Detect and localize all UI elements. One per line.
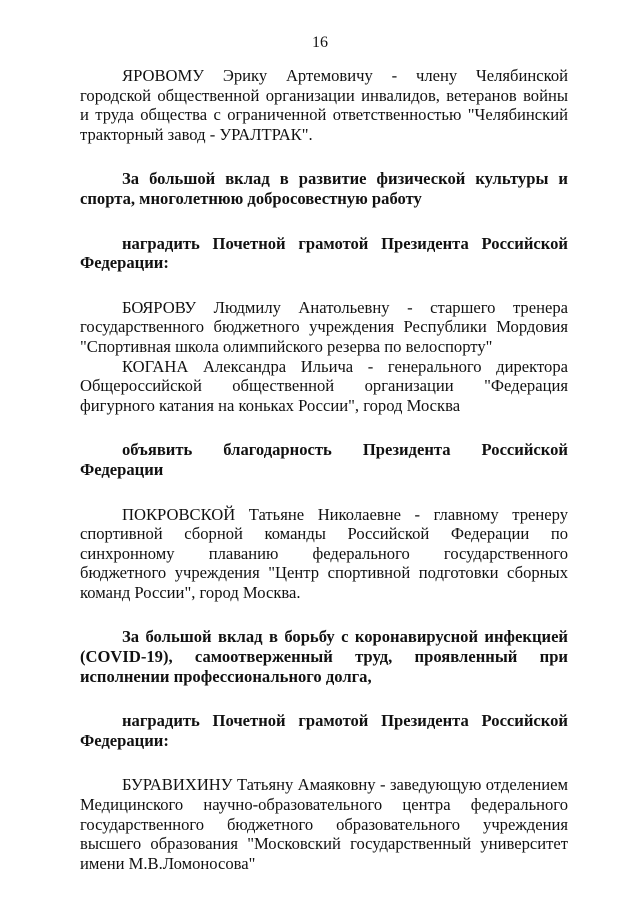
paragraph-pokrovskaya: ПОКРОВСКОЙ Татьяне Николаевне - главному тренеру спортивной сборной команды Российской Федерации по синхронному плаванию федерального государственного бюджетного учреждения "Центр спортивной подготовки сборных команд России", город Москва.: [80, 504, 568, 602]
paragraph-boyarova: БОЯРОВУ Людмилу Анатольевну - старшего тренера государственного бюджетного учреждения Республики Мордовия "Спортивная школа олимпийского резерва по велоспорту": [80, 297, 568, 356]
page-number: 16: [312, 34, 328, 51]
heading-award-gramota: наградить Почетной грамотой Президента Российской Федерации:: [80, 233, 568, 273]
heading-covid-merit: За большой вклад в борьбу с коронавирусной инфекцией (COVID-19), самоотверженный труд, проявленный при исполнении профессионального долга,: [80, 627, 568, 686]
paragraph-kogan: КОГАНА Александра Ильича - генерального директора Общероссийской общественной организации "Федерация фигурного катания на коньках России", город Москва: [80, 356, 568, 415]
paragraph-buravikhina: БУРАВИХИНУ Татьяну Амаяковну - заведующую отделением Медицинского научно-образовательного центра федерального государственного бюджетного образовательного учреждения высшего образования "Московский государственный университет имени М.В.Ломоносова": [80, 775, 568, 873]
paragraph-yarovoy: ЯРОВОМУ Эрику Артемовичу - члену Челябинской городской общественной организации инвалидов, ветеранов войны и труда общества с ограниченной ответственностью "Челябинский тракторный завод - УРАЛТРАК".: [80, 66, 568, 144]
heading-award-gramota-2: наградить Почетной грамотой Президента Российской Федерации:: [80, 711, 568, 750]
heading-gratitude: объявить благодарность Президента Российской Федерации: [80, 440, 568, 479]
document-body: [80, 66, 568, 873]
heading-sport-merit: За большой вклад в развитие физической культуры и спорта, многолетнюю добросовестную работу: [80, 169, 568, 208]
